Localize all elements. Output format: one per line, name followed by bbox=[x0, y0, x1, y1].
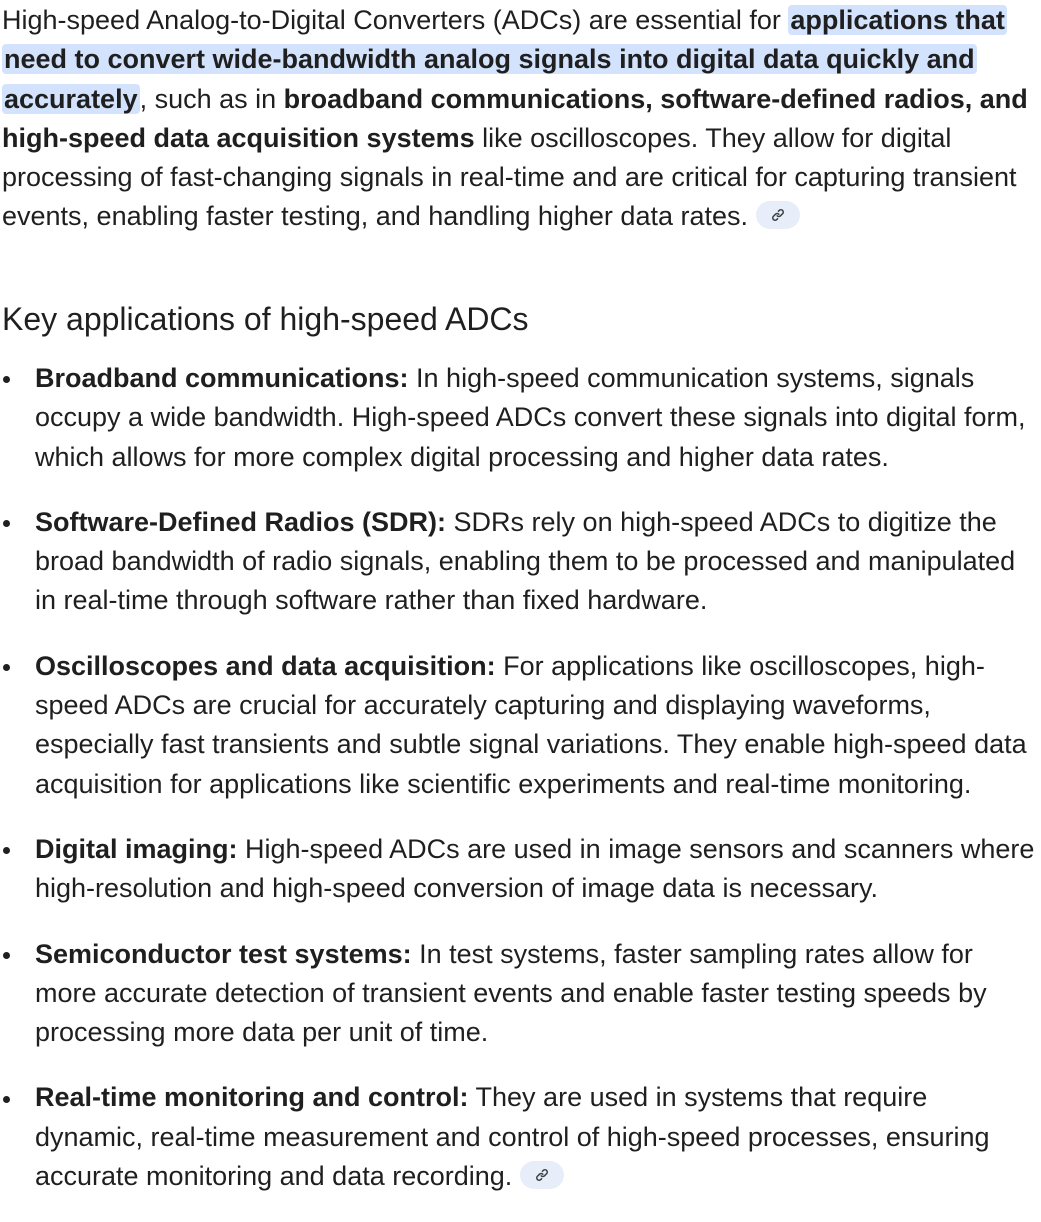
list-item-title: Semiconductor test systems: bbox=[35, 938, 412, 969]
list-item-title: Real-time monitoring and control: bbox=[35, 1082, 469, 1113]
list-item bbox=[2, 935, 1038, 1053]
intro-text-after-highlight: , such as in bbox=[139, 83, 284, 114]
response-content bbox=[2, 0, 1038, 1192]
bullet-icon bbox=[2, 359, 14, 398]
list-item-title: Software-Defined Radios (SDR): bbox=[35, 506, 447, 537]
bullet-icon bbox=[2, 503, 14, 542]
list-item-title: Oscilloscopes and data acquisition: bbox=[35, 650, 496, 681]
link-icon bbox=[535, 1168, 549, 1182]
bullet-icon bbox=[2, 830, 14, 869]
list-item-text: For applications like oscilloscopes, high-speed ADCs are crucial for accurately capturing and displaying waveforms, especially fast transients and subtle signal variations. They enable high-speed data acquisition for applications like scientific experiments and real-time monitoring. bbox=[35, 650, 1027, 799]
bullet-icon bbox=[2, 647, 14, 686]
applications-list bbox=[2, 359, 1038, 1222]
list-item bbox=[2, 1078, 1038, 1196]
list-item-text: High-speed ADCs are used in image sensors and scanners where high-resolution and high-speed conversion of image data is necessary. bbox=[35, 833, 1035, 904]
bullet-icon bbox=[2, 935, 14, 974]
intro-text-before: High-speed Analog-to-Digital Converters (ADCs) are essential for bbox=[2, 5, 789, 35]
intro-text-end: like oscilloscopes. They allow for digital processing of fast-changing signals in real-time and are critical for capturing transient events, enabling faster testing, and handling higher data rates. bbox=[2, 122, 1017, 232]
section-heading: Key applications of high-speed ADCs bbox=[2, 301, 529, 337]
link-icon bbox=[771, 208, 785, 222]
bullet-icon bbox=[2, 1078, 14, 1117]
list-item bbox=[2, 503, 1038, 621]
list-item bbox=[2, 359, 1038, 477]
intro-highlight[interactable]: applications that need to convert wide-bandwidth analog signals into digital data quickly and accurately bbox=[4, 5, 1005, 114]
list-item-title: Digital imaging: bbox=[35, 833, 238, 864]
list-item-text: In high-speed communication systems, signals occupy a wide bandwidth. High-speed ADCs convert these signals into digital form, which allows for more complex digital processing and higher data rates. bbox=[35, 363, 1026, 472]
list-item-text: In test systems, faster sampling rates allow for more accurate detection of transient events and enable faster testing speeds by processing more data per unit of time. bbox=[35, 938, 987, 1048]
source-link-button[interactable] bbox=[756, 201, 800, 229]
intro-paragraph bbox=[2, 0, 1038, 237]
list-item-title: Broadband communications: bbox=[35, 363, 409, 393]
source-link-button[interactable] bbox=[520, 1161, 564, 1189]
list-item bbox=[2, 830, 1038, 909]
list-item-text: They are used in systems that require dynamic, real-time measurement and control of high-speed processes, ensuring accurate monitoring and data recording. bbox=[35, 1082, 990, 1192]
list-item bbox=[2, 647, 1038, 804]
intro-bold-examples: broadband communications, software-defined radios, and high-speed data acquisition systems bbox=[2, 83, 1028, 153]
list-item-text: SDRs rely on high-speed ADCs to digitize the broad bandwidth of radio signals, enabling them to be processed and manipulated in real-time through software rather than fixed hardware. bbox=[35, 506, 1016, 616]
